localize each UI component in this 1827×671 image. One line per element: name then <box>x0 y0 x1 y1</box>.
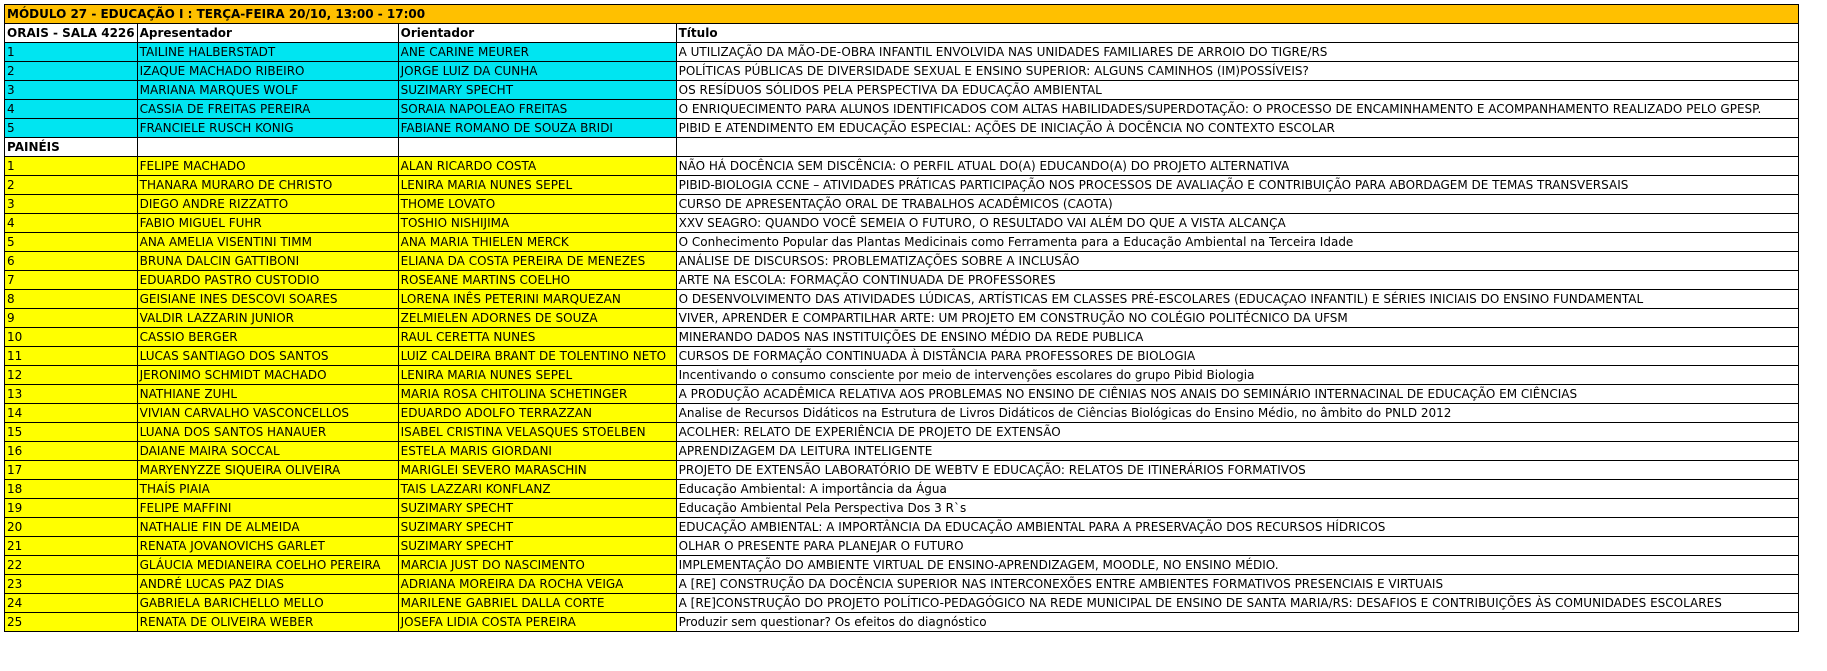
advisor-cell[interactable]: ESTELA MARIS GIORDANI <box>398 442 676 461</box>
header-group[interactable]: ORAIS - SALA 4226 <box>5 24 138 43</box>
empty-cell[interactable] <box>676 138 1798 157</box>
title-cell[interactable]: CURSO DE APRESENTAÇÃO ORAL DE TRABALHOS ACADÊMICOS (CAOTA) <box>676 195 1798 214</box>
row-number-cell[interactable]: 22 <box>5 556 138 575</box>
row-number-cell[interactable]: 9 <box>5 309 138 328</box>
advisor-cell[interactable]: TAIS LAZZARI KONFLANZ <box>398 480 676 499</box>
row-number-cell[interactable]: 13 <box>5 385 138 404</box>
presenter-cell[interactable]: TAILINE HALBERSTADT <box>137 43 398 62</box>
title-cell[interactable]: Educação Ambiental Pela Perspectiva Dos 3 R`s <box>676 499 1798 518</box>
title-cell[interactable]: CURSOS DE FORMAÇÃO CONTINUADA À DISTÂNCIA PARA PROFESSORES DE BIOLOGIA <box>676 347 1798 366</box>
advisor-cell[interactable]: MARILENE GABRIEL DALLA CORTE <box>398 594 676 613</box>
title-cell[interactable]: Educação Ambiental: A importância da Água <box>676 480 1798 499</box>
presenter-cell[interactable]: IZAQUE MACHADO RIBEIRO <box>137 62 398 81</box>
empty-cell[interactable] <box>137 138 398 157</box>
module-title[interactable]: MÓDULO 27 - EDUCAÇÃO I : TERÇA-FEIRA 20/10, 13:00 - 17:00 <box>5 5 1799 24</box>
advisor-cell[interactable]: ANE CARINE MEURER <box>398 43 676 62</box>
presenter-cell[interactable]: CASSIA DE FREITAS PEREIRA <box>137 100 398 119</box>
title-cell[interactable]: MINERANDO DADOS NAS INSTITUIÇÕES DE ENSINO MÉDIO DA REDE PUBLICA <box>676 328 1798 347</box>
table-row <box>5 271 1799 290</box>
table-row <box>5 404 1799 423</box>
title-cell[interactable]: A PRODUÇÃO ACADÊMICA RELATIVA AOS PROBLEMAS NO ENSINO DE CIÊNIAS NOS ANAIS DO SEMINÁRIO INTERNACINAL DE EDUCAÇÃO EM CIÊNCIAS <box>676 385 1798 404</box>
title-cell[interactable]: OLHAR O PRESENTE PARA PLANEJAR O FUTURO <box>676 537 1798 556</box>
table-row <box>5 81 1799 100</box>
advisor-cell[interactable]: SUZIMARY SPECHT <box>398 518 676 537</box>
table-row <box>5 100 1799 119</box>
presenter-cell[interactable]: NATHALIE FIN DE ALMEIDA <box>137 518 398 537</box>
title-cell[interactable]: Incentivando o consumo consciente por meio de intervenções escolares do grupo Pibid Biologia <box>676 366 1798 385</box>
row-number-cell[interactable]: 11 <box>5 347 138 366</box>
table-row <box>5 176 1799 195</box>
advisor-cell[interactable]: THOME LOVATO <box>398 195 676 214</box>
table-row <box>5 328 1799 347</box>
row-number-cell[interactable]: 16 <box>5 442 138 461</box>
advisor-cell[interactable]: TOSHIO NISHIJIMA <box>398 214 676 233</box>
title-cell[interactable]: Produzir sem questionar? Os efeitos do diagnóstico <box>676 613 1798 632</box>
table-row <box>5 252 1799 271</box>
row-number-cell[interactable]: 1 <box>5 157 138 176</box>
title-cell[interactable]: EDUCAÇÃO AMBIENTAL: A IMPORTÂNCIA DA EDUCAÇÃO AMBIENTAL PARA A PRESERVAÇÃO DOS RECURSOS HÍDRICOS <box>676 518 1798 537</box>
row-number-cell[interactable]: 1 <box>5 43 138 62</box>
paineis-label[interactable]: PAINÉIS <box>5 138 138 157</box>
presenter-cell[interactable]: BRUNA DALCIN GATTIBONI <box>137 252 398 271</box>
advisor-cell[interactable]: ELIANA DA COSTA PEREIRA DE MENEZES <box>398 252 676 271</box>
presenter-cell[interactable]: MARIANA MARQUES WOLF <box>137 81 398 100</box>
table-row <box>5 537 1799 556</box>
presenter-cell[interactable]: GLÁUCIA MEDIANEIRA COELHO PEREIRA <box>137 556 398 575</box>
title-cell[interactable]: PIBID-BIOLOGIA CCNE – ATIVIDADES PRÁTICAS PARTICIPAÇÃO NOS PROCESSOS DE AVALIAÇÃO E CONTRIBUIÇÃO PARA ABORDAGEM DE TEMAS TRANSVERSAIS <box>676 176 1798 195</box>
title-cell[interactable]: PIBID E ATENDIMENTO EM EDUCAÇÃO ESPECIAL: AÇÕES DE INICIAÇÃO À DOCÊNCIA NO CONTEXTO ESCOLAR <box>676 119 1798 138</box>
advisor-cell[interactable]: LENIRA MARIA NUNES SEPEL <box>398 176 676 195</box>
presenter-cell[interactable]: DIEGO ANDRE RIZZATTO <box>137 195 398 214</box>
title-cell[interactable]: O ENRIQUECIMENTO PARA ALUNOS IDENTIFICADOS COM ALTAS HABILIDADES/SUPERDOTAÇÃO: O PROCESSO DE ENCAMINHAMENTO E ACOMPANHAMENTO REALIZADO PELO GPESP. <box>676 100 1798 119</box>
empty-cell[interactable] <box>398 138 676 157</box>
advisor-cell[interactable]: SUZIMARY SPECHT <box>398 537 676 556</box>
table-row <box>5 575 1799 594</box>
row-number-cell[interactable]: 19 <box>5 499 138 518</box>
presenter-cell[interactable]: RENATA JOVANOVICHS GARLET <box>137 537 398 556</box>
table-row <box>5 556 1799 575</box>
advisor-cell[interactable]: LORENA INÊS PETERINI MARQUEZAN <box>398 290 676 309</box>
presenter-cell[interactable]: GABRIELA BARICHELLO MELLO <box>137 594 398 613</box>
header-row <box>5 24 1799 43</box>
title-cell[interactable]: IMPLEMENTAÇÃO DO AMBIENTE VIRTUAL DE ENSINO-APRENDIZAGEM, MOODLE, NO ENSINO MÉDIO. <box>676 556 1798 575</box>
presenter-cell[interactable]: VALDIR LAZZARIN JUNIOR <box>137 309 398 328</box>
table-row <box>5 385 1799 404</box>
presenter-cell[interactable]: VIVIAN CARVALHO VASCONCELLOS <box>137 404 398 423</box>
title-cell[interactable]: A UTILIZAÇÃO DA MÃO-DE-OBRA INFANTIL ENVOLVIDA NAS UNIDADES FAMILIARES DE ARROIO DO TIGRE/RS <box>676 43 1798 62</box>
row-number-cell[interactable]: 14 <box>5 404 138 423</box>
presenter-cell[interactable]: FELIPE MACHADO <box>137 157 398 176</box>
table-row <box>5 480 1799 499</box>
presenter-cell[interactable]: MARYENYZZE SIQUEIRA OLIVEIRA <box>137 461 398 480</box>
advisor-cell[interactable]: FABIANE ROMANO DE SOUZA BRIDI <box>398 119 676 138</box>
row-number-cell[interactable]: 18 <box>5 480 138 499</box>
table-row <box>5 195 1799 214</box>
advisor-cell[interactable]: ISABEL CRISTINA VELASQUES STOELBEN <box>398 423 676 442</box>
row-number-cell[interactable]: 15 <box>5 423 138 442</box>
row-number-cell[interactable]: 17 <box>5 461 138 480</box>
advisor-cell[interactable]: SUZIMARY SPECHT <box>398 499 676 518</box>
table-row <box>5 347 1799 366</box>
table-row <box>5 214 1799 233</box>
table-row <box>5 43 1799 62</box>
presenter-cell[interactable]: ANA AMELIA VISENTINI TIMM <box>137 233 398 252</box>
row-number-cell[interactable]: 3 <box>5 195 138 214</box>
title-cell[interactable]: A [RE] CONSTRUÇÃO DA DOCÊNCIA SUPERIOR NAS INTERCONEXÕES ENTRE AMBIENTES FORMATIVOS PRESENCIAIS E VIRTUAIS <box>676 575 1798 594</box>
row-number-cell[interactable]: 3 <box>5 81 138 100</box>
presenter-cell[interactable]: NATHIANE ZUHL <box>137 385 398 404</box>
table-row <box>5 157 1799 176</box>
title-cell[interactable]: PROJETO DE EXTENSÃO LABORATÓRIO DE WEBTV E EDUCAÇÃO: RELATOS DE ITINERÁRIOS FORMATIVOS <box>676 461 1798 480</box>
advisor-cell[interactable]: SORAIA NAPOLEAO FREITAS <box>398 100 676 119</box>
advisor-cell[interactable]: ANA MARIA THIELEN MERCK <box>398 233 676 252</box>
row-number-cell[interactable]: 4 <box>5 214 138 233</box>
advisor-cell[interactable]: LUIZ CALDEIRA BRANT DE TOLENTINO NETO <box>398 347 676 366</box>
advisor-cell[interactable]: RAUL CERETTA NUNES <box>398 328 676 347</box>
table-row <box>5 290 1799 309</box>
title-cell[interactable]: O Conhecimento Popular das Plantas Medicinais como Ferramenta para a Educação Ambiental na Terceira Idade <box>676 233 1798 252</box>
header-title[interactable]: Título <box>676 24 1798 43</box>
row-number-cell[interactable]: 25 <box>5 613 138 632</box>
table-row <box>5 423 1799 442</box>
advisor-cell[interactable]: MARIGLEI SEVERO MARASCHIN <box>398 461 676 480</box>
table-row <box>5 518 1799 537</box>
title-cell[interactable]: ANÁLISE DE DISCURSOS: PROBLEMATIZAÇÕES SOBRE A INCLUSÃO <box>676 252 1798 271</box>
presenter-cell[interactable]: THAÍS PIAIA <box>137 480 398 499</box>
presenter-cell[interactable]: FELIPE MAFFINI <box>137 499 398 518</box>
title-cell[interactable]: Analise de Recursos Didáticos na Estrutura de Livros Didáticos de Ciências Biológicas do Ensino Médio, no âmbito do PNLD 2012 <box>676 404 1798 423</box>
row-number-cell[interactable]: 12 <box>5 366 138 385</box>
table-row <box>5 119 1799 138</box>
row-number-cell[interactable]: 8 <box>5 290 138 309</box>
table-row <box>5 62 1799 81</box>
table-row <box>5 613 1799 632</box>
advisor-cell[interactable]: MARIA ROSA CHITOLINA SCHETINGER <box>398 385 676 404</box>
row-number-cell[interactable]: 23 <box>5 575 138 594</box>
title-cell[interactable]: ACOLHER: RELATO DE EXPERIÊNCIA DE PROJETO DE EXTENSÃO <box>676 423 1798 442</box>
presenter-cell[interactable]: GEISIANE INES DESCOVI SOARES <box>137 290 398 309</box>
header-advisor[interactable]: Orientador <box>398 24 676 43</box>
row-number-cell[interactable]: 24 <box>5 594 138 613</box>
presenter-cell[interactable]: RENATA DE OLIVEIRA WEBER <box>137 613 398 632</box>
advisor-cell[interactable]: ROSEANE MARTINS COELHO <box>398 271 676 290</box>
section-row <box>5 138 1799 157</box>
table-row <box>5 499 1799 518</box>
row-number-cell[interactable]: 20 <box>5 518 138 537</box>
title-cell[interactable]: VIVER, APRENDER E COMPARTILHAR ARTE: UM PROJETO EM CONSTRUÇÃO NO COLÉGIO POLITÉCNICO DA UFSM <box>676 309 1798 328</box>
presenter-cell[interactable]: DAIANE MAIRA SOCCAL <box>137 442 398 461</box>
title-row <box>5 5 1799 24</box>
table-row <box>5 309 1799 328</box>
presenter-cell[interactable]: EDUARDO PASTRO CUSTODIO <box>137 271 398 290</box>
table-row <box>5 461 1799 480</box>
row-number-cell[interactable]: 10 <box>5 328 138 347</box>
row-number-cell[interactable]: 21 <box>5 537 138 556</box>
table-row <box>5 366 1799 385</box>
title-cell[interactable]: O DESENVOLVIMENTO DAS ATIVIDADES LÚDICAS, ARTÍSTICAS EM CLASSES PRÉ-ESCOLARES (EDUCAÇAO INFANTIL) E SÉRIES INICIAIS DO ENSINO FUNDAMENTAL <box>676 290 1798 309</box>
row-number-cell[interactable]: 6 <box>5 252 138 271</box>
presenter-cell[interactable]: CASSIO BERGER <box>137 328 398 347</box>
advisor-cell[interactable]: SUZIMARY SPECHT <box>398 81 676 100</box>
title-cell[interactable]: POLÍTICAS PÚBLICAS DE DIVERSIDADE SEXUAL E ENSINO SUPERIOR: ALGUNS CAMINHOS (IM)POSSÍVEIS? <box>676 62 1798 81</box>
presenter-cell[interactable]: THANARA MURARO DE CHRISTO <box>137 176 398 195</box>
presenter-cell[interactable]: JERONIMO SCHMIDT MACHADO <box>137 366 398 385</box>
table-row <box>5 442 1799 461</box>
presenter-cell[interactable]: ANDRÉ LUCAS PAZ DIAS <box>137 575 398 594</box>
row-number-cell[interactable]: 2 <box>5 62 138 81</box>
presenter-cell[interactable]: FRANCIELE RUSCH KONIG <box>137 119 398 138</box>
advisor-cell[interactable]: LENIRA MARIA NUNES SEPEL <box>398 366 676 385</box>
advisor-cell[interactable]: JORGE LUIZ DA CUNHA <box>398 62 676 81</box>
table-row <box>5 233 1799 252</box>
advisor-cell[interactable]: ADRIANA MOREIRA DA ROCHA VEIGA <box>398 575 676 594</box>
title-cell[interactable]: A [RE]CONSTRUÇÃO DO PROJETO POLÍTICO-PEDAGÓGICO NA REDE MUNICIPAL DE ENSINO DE SANTA MARIA/RS: DESAFIOS E CONTRIBUIÇÕES ÀS COMUNIDADES ESCOLARES <box>676 594 1798 613</box>
advisor-cell[interactable]: ZELMIELEN ADORNES DE SOUZA <box>398 309 676 328</box>
advisor-cell[interactable]: MARCIA JUST DO NASCIMENTO <box>398 556 676 575</box>
title-cell[interactable]: XXV SEAGRO: QUANDO VOCÊ SEMEIA O FUTURO, O RESULTADO VAI ALÉM DO QUE A VISTA ALCANÇA <box>676 214 1798 233</box>
title-cell[interactable]: ARTE NA ESCOLA: FORMAÇÃO CONTINUADA DE PROFESSORES <box>676 271 1798 290</box>
schedule-table <box>4 4 1799 632</box>
table-row <box>5 594 1799 613</box>
row-number-cell[interactable]: 5 <box>5 119 138 138</box>
presenter-cell[interactable]: LUCAS SANTIAGO DOS SANTOS <box>137 347 398 366</box>
advisor-cell[interactable]: JOSEFA LIDIA COSTA PEREIRA <box>398 613 676 632</box>
title-cell[interactable]: OS RESÍDUOS SÓLIDOS PELA PERSPECTIVA DA EDUCAÇÃO AMBIENTAL <box>676 81 1798 100</box>
presenter-cell[interactable]: LUANA DOS SANTOS HANAUER <box>137 423 398 442</box>
row-number-cell[interactable]: 7 <box>5 271 138 290</box>
row-number-cell[interactable]: 5 <box>5 233 138 252</box>
title-cell[interactable]: NÃO HÁ DOCÊNCIA SEM DISCÊNCIA: O PERFIL ATUAL DO(A) EDUCANDO(A) DO PROJETO ALTERNATIVA <box>676 157 1798 176</box>
advisor-cell[interactable]: EDUARDO ADOLFO TERRAZZAN <box>398 404 676 423</box>
header-presenter[interactable]: Apresentador <box>137 24 398 43</box>
row-number-cell[interactable]: 4 <box>5 100 138 119</box>
row-number-cell[interactable]: 2 <box>5 176 138 195</box>
title-cell[interactable]: APRENDIZAGEM DA LEITURA INTELIGENTE <box>676 442 1798 461</box>
presenter-cell[interactable]: FABIO MIGUEL FUHR <box>137 214 398 233</box>
advisor-cell[interactable]: ALAN RICARDO COSTA <box>398 157 676 176</box>
